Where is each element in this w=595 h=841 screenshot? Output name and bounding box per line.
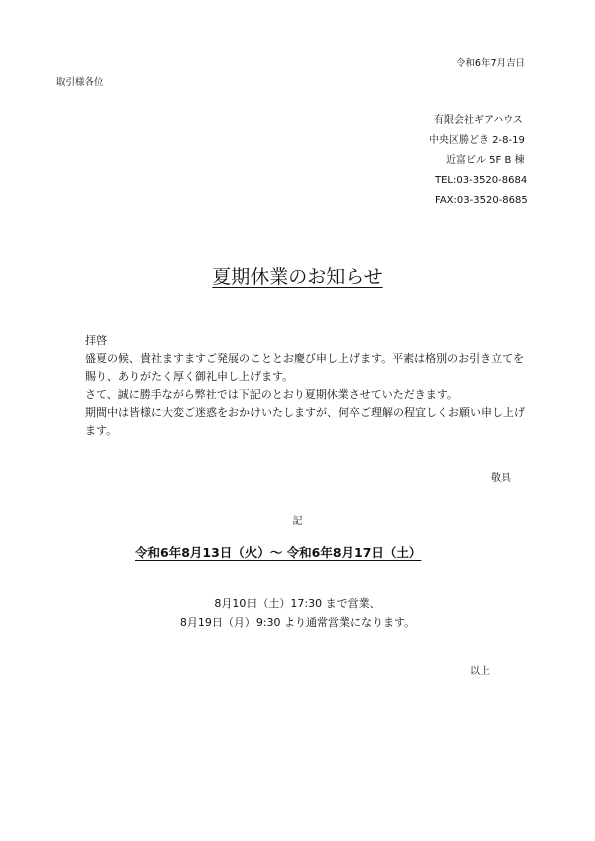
addressee: 取引様各位 (56, 77, 104, 88)
ki-marker: 記 (292, 516, 303, 527)
notes-line-2: 8月19日（月）9:30 より通常営業になります。 (179, 616, 416, 629)
closing-word: 敬具 (491, 473, 511, 484)
sender-fax: FAX:03-3520-8685 (435, 195, 528, 206)
sender-address-line1: 中央区勝どき 2-8-19 (429, 135, 525, 146)
document-date: 令和6年7月吉日 (455, 58, 525, 69)
letter-body (85, 332, 525, 440)
greeting: 拝啓 (85, 334, 107, 347)
body-paragraph-3: 期間中は皆様に大変ご迷惑をおかけいたしますが、何卒ご理解の程宜しくお願い申し上げます。 (85, 406, 525, 437)
business-hours-notes (0, 594, 595, 632)
holiday-period-wrapper (135, 543, 421, 561)
document-title: 夏期休業のお知らせ (212, 266, 383, 288)
end-marker: 以上 (470, 666, 490, 677)
sender-tel: TEL:03-3520-8684 (435, 175, 528, 186)
holiday-period: 令和6年8月13日（火）～ 令和6年8月17日（土） (135, 545, 422, 560)
body-paragraph-1: 盛夏の候、貴社ますますご発展のこととお慶び申し上げます。平素は格別のお引き立てを賜り、ありがたく厚く御礼申し上げます。 (85, 352, 525, 383)
notes-line-1: 8月10日（土）17:30 まで営業、 (214, 597, 381, 610)
sender-block (429, 111, 528, 211)
document-title-wrapper (0, 262, 595, 289)
body-paragraph-2: さて、誠に勝手ながら弊社では下記のとおり夏期休業させていただきます。 (85, 388, 458, 401)
sender-address-line2: 近富ビル 5F B 棟 (446, 155, 525, 166)
sender-company: 有限会社ギアハウス (434, 115, 523, 126)
